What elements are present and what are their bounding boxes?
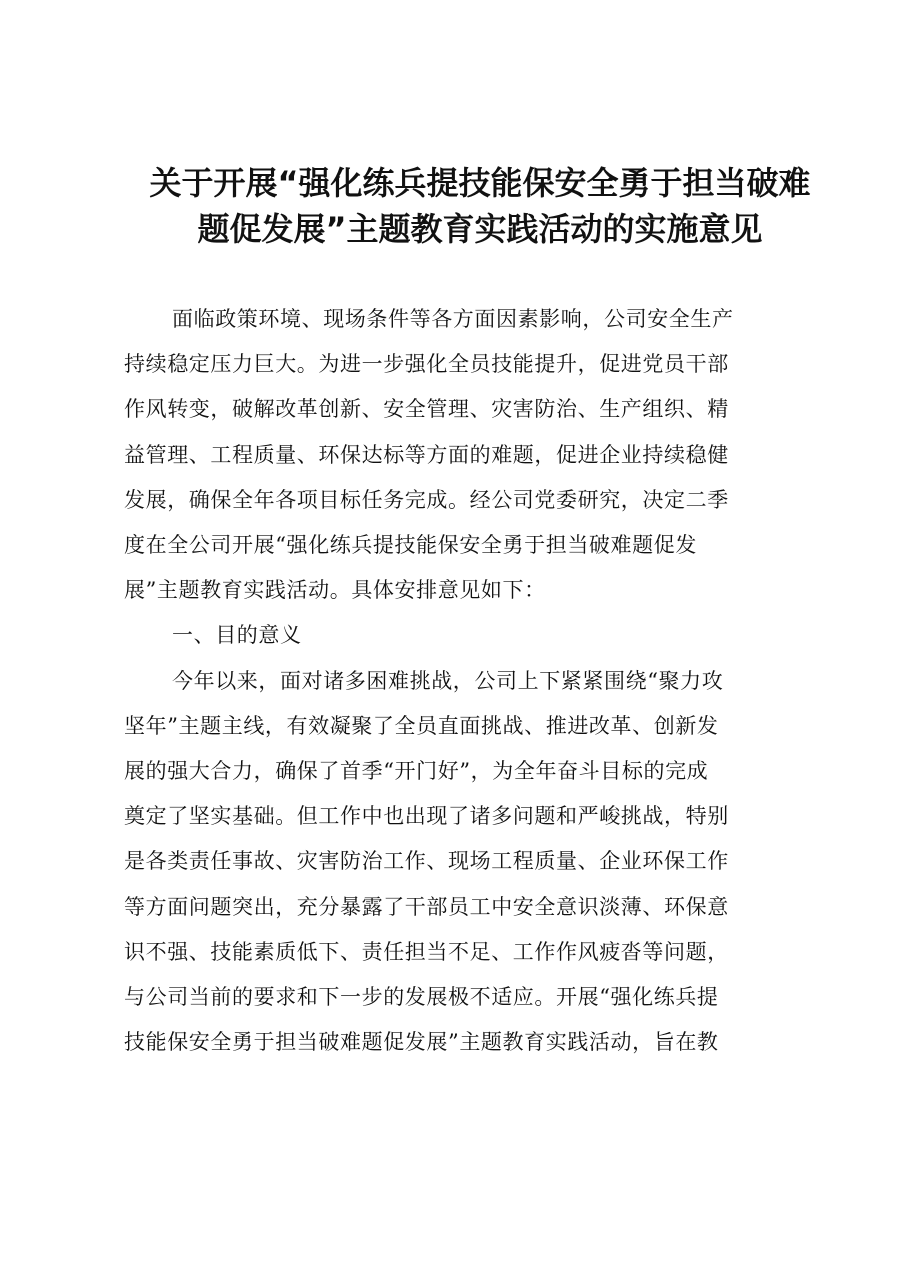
paragraph-purpose xyxy=(124,659,814,1066)
text-line: 坚年”主题主线，有效凝聚了全员直面挑战、推进改革、创新发 xyxy=(124,713,719,738)
text-line: 发展，确保全年各项目标任务完成。经公司党委研究，决定二季 xyxy=(124,487,729,512)
text-line: 与公司当前的要求和下一步的发展极不适应。开展“强化练兵提 xyxy=(124,985,719,1010)
text-line: 持续稳定压力巨大。为进一步强化全员技能提升，促进党员干部 xyxy=(124,352,729,377)
text-line: 度在全公司开展“强化练兵提技能保安全勇于担当破难题促发 xyxy=(124,533,697,558)
text-line: 展的强大合力，确保了首季“开门好”，为全年奋斗目标的完成 xyxy=(124,759,709,784)
text-line: 益管理、工程质量、环保达标等方面的难题，促进企业持续稳健 xyxy=(124,442,729,467)
text-line: 今年以来，面对诸多困难挑战，公司上下紧紧围绕“聚力攻 xyxy=(172,668,724,693)
title-line: 题促发展”主题教育实践活动的实施意见 xyxy=(197,210,763,248)
document-body xyxy=(124,297,814,1065)
text-line: 面临政策环境、现场条件等各方面因素影响，公司安全生产 xyxy=(172,307,734,331)
text-line: 是各类责任事故、灾害防治工作、现场工程质量、企业环保工作 xyxy=(124,849,729,874)
section-heading xyxy=(124,613,814,658)
text-line: 识不强、技能素质低下、责任担当不足、工作作风疲沓等问题， xyxy=(124,939,729,964)
document-title xyxy=(120,160,840,252)
text-line: 展”主题教育实践活动。具体安排意见如下： xyxy=(124,578,546,603)
paragraph-intro xyxy=(124,297,814,613)
title-line: 关于开展“强化练兵提技能保安全勇于担当破难 xyxy=(149,164,811,202)
text-line: 技能保安全勇于担当破难题促发展”主题教育实践活动，旨在教 xyxy=(124,1030,719,1055)
text-line: 等方面问题突出，充分暴露了干部员工中安全意识淡薄、环保意 xyxy=(124,894,729,919)
section-heading-text: 一、目的意义 xyxy=(172,623,302,648)
text-line: 奠定了坚实基础。但工作中也出现了诸多问题和严峻挑战，特别 xyxy=(124,804,729,829)
text-line: 作风转变，破解改革创新、安全管理、灾害防治、生产组织、精 xyxy=(124,397,729,422)
